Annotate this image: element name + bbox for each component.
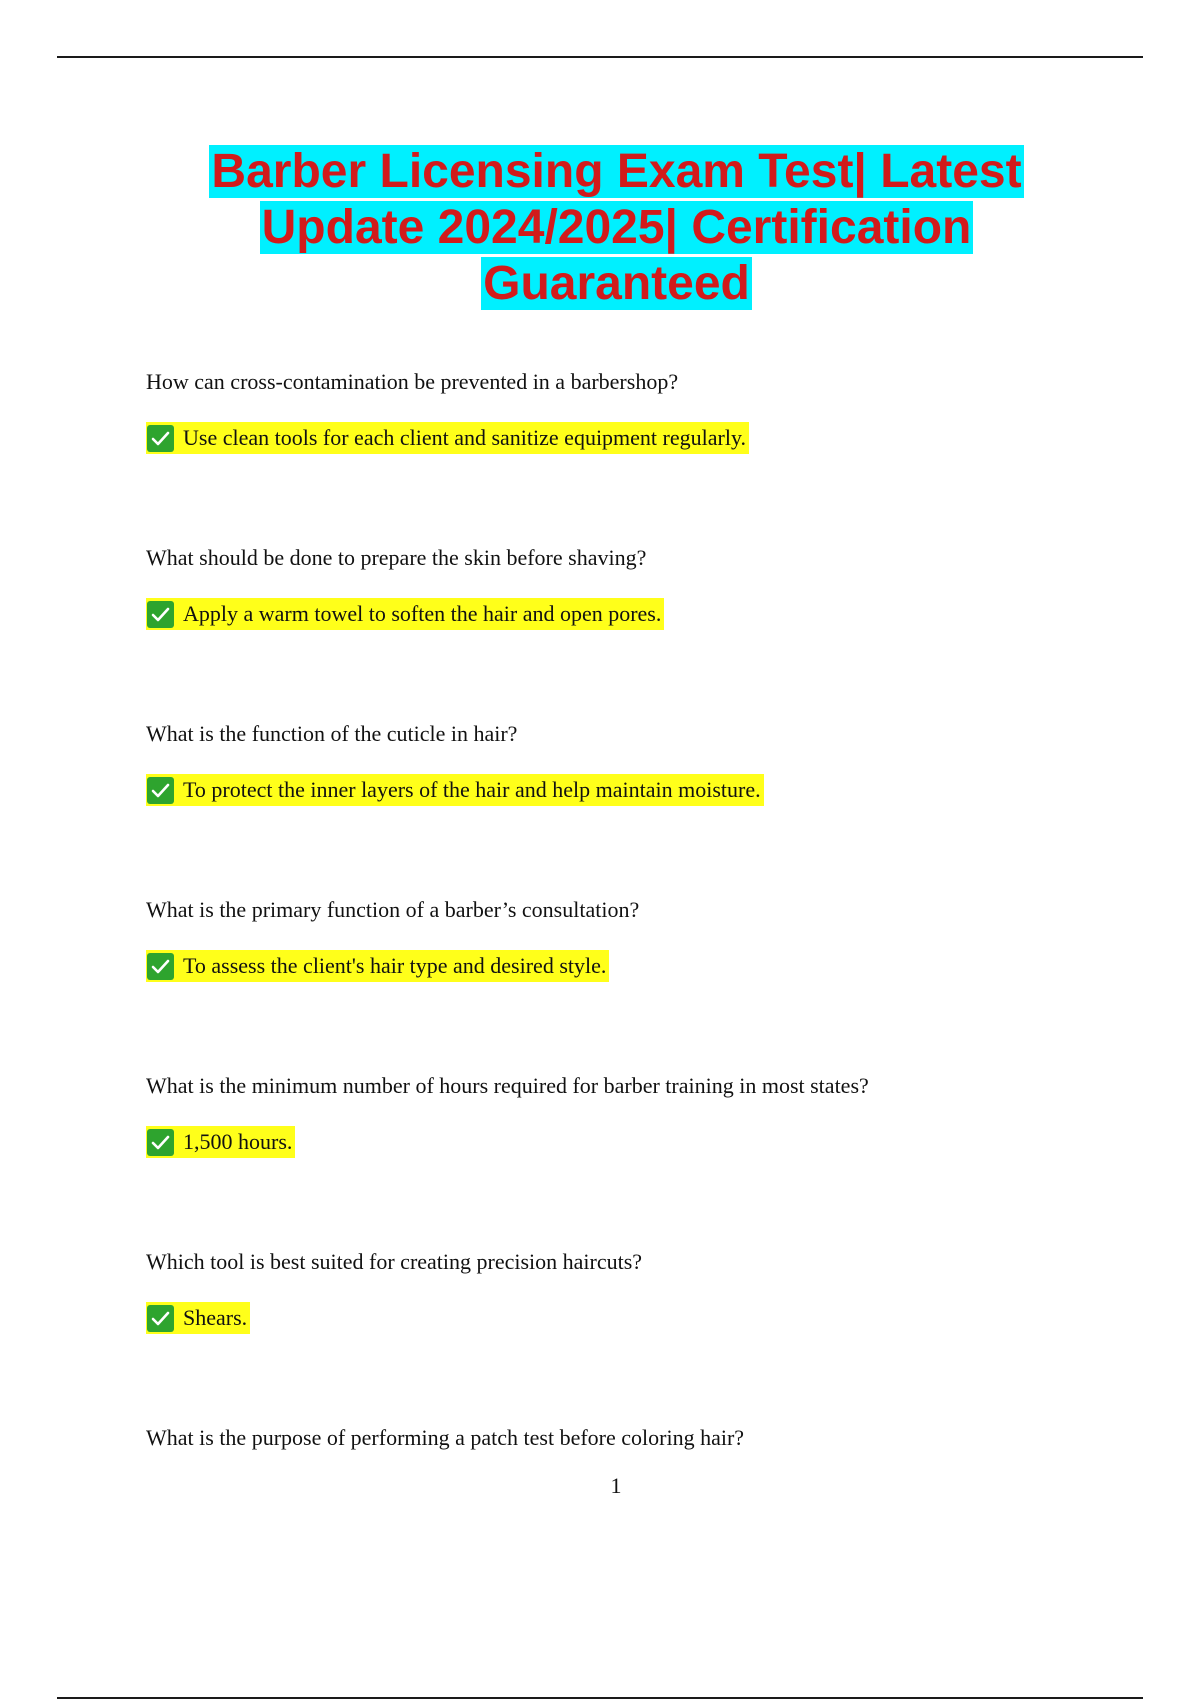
answer-text: Shears. [183,1305,248,1330]
answer-highlight [146,598,664,630]
question-text: What is the purpose of performing a patch test before coloring hair? [146,1425,745,1450]
answer-highlight [146,1126,295,1158]
answer-highlight [146,950,609,982]
answer-highlight [146,1302,250,1334]
check-mark-icon [147,425,174,452]
answer-text: Apply a warm towel to soften the hair and open pores. [183,601,662,626]
qa-item [146,1244,1146,1420]
qa-item [146,1068,1146,1244]
answer-highlight [146,422,749,454]
top-rule [57,56,1143,58]
check-mark-icon [147,1129,174,1156]
answer-text: 1,500 hours. [183,1129,293,1154]
check-mark-icon [147,953,174,980]
answer-highlight [146,774,764,806]
question-text: What is the primary function of a barber’s consultation? [146,897,640,922]
qa-item [146,716,1146,892]
answer-text: Use clean tools for each client and sanitize equipment regularly. [183,425,747,450]
check-mark-icon [147,777,174,804]
page-number: 1 [610,1473,622,1498]
document-title-text: Barber Licensing Exam Test| Latest Update 2024/2025| Certification Guaranteed [211,145,1022,310]
question-text: What is the function of the cuticle in hair? [146,721,518,746]
qa-item [146,892,1146,1068]
answer-text: To assess the client's hair type and desired style. [183,953,607,978]
bottom-rule [57,1697,1143,1699]
question-text: What is the minimum number of hours required for barber training in most states? [146,1073,869,1098]
question-text: What should be done to prepare the skin before shaving? [146,545,647,570]
answer-text: To protect the inner layers of the hair and help maintain moisture. [183,777,761,802]
question-text: How can cross-contamination be prevented in a barbershop? [146,369,679,394]
qa-item [146,364,1146,540]
qa-list [146,364,1146,1456]
qa-item [146,540,1146,716]
check-mark-icon [147,1305,174,1332]
check-mark-icon [147,601,174,628]
document-title [150,144,1083,312]
question-text: Which tool is best suited for creating precision haircuts? [146,1249,643,1274]
